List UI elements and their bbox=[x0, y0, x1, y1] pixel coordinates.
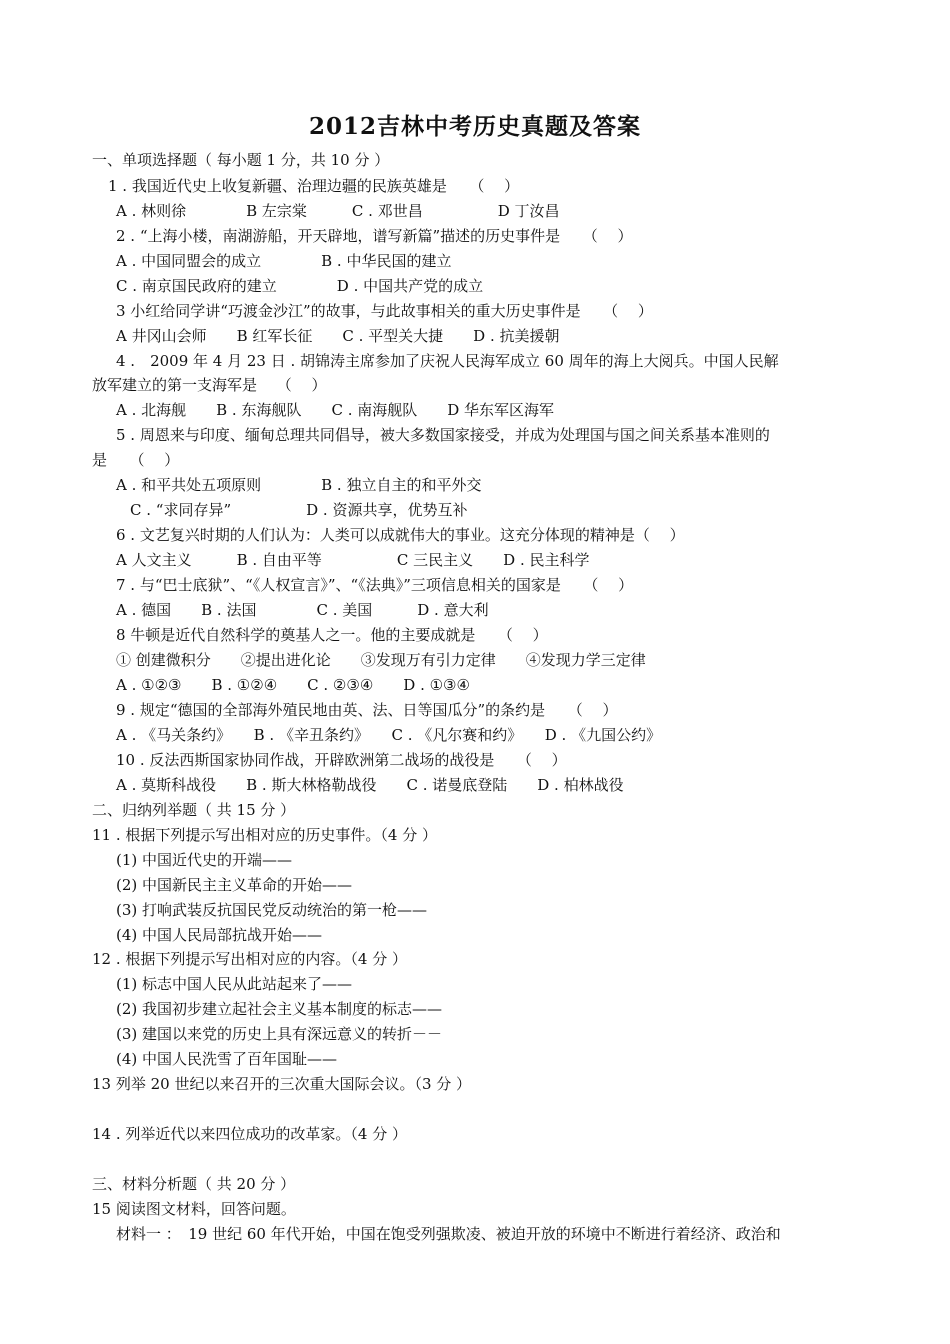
text-line: 4 . 2009 年 4 月 23 日 . 胡锦涛主席参加了庆祝人民海军成立 60 周年的海上大阅兵。中国人民解 bbox=[116, 352, 779, 370]
text-line: 2 . “上海小楼，南湖游船，开天辟地，谱写新篇”描述的历史事件是 （ ） bbox=[116, 227, 633, 245]
text-line: A . ①②③ B . ①②④ C . ②③④ D . ①③④ bbox=[116, 676, 470, 694]
text-line: (4) 中国人民洗雪了百年国耻—— bbox=[116, 1050, 338, 1068]
text-line: 9 . 规定“德国的全部海外殖民地由英、法、日等国瓜分”的条约是 （ ） bbox=[116, 701, 618, 719]
document-title: 2012吉林中考历史真题及答案 bbox=[308, 113, 641, 140]
text-line: ① 创建微积分 ②提出进化论 ③发现万有引力定律 ④发现力学三定律 bbox=[116, 651, 646, 669]
text-line: A . 和平共处五项原则 B . 独立自主的和平外交 bbox=[116, 476, 482, 494]
text-line: 3 小红给同学讲“巧渡金沙江”的故事，与此故事相关的重大历史事件是 （ ） bbox=[116, 302, 653, 320]
text-line: 放军建立的第一支海军是 （ ） bbox=[92, 376, 327, 394]
text-line: A . 《马关条约》 B . 《辛丑条约》 C . 《凡尔赛和约》 D . 《九国公约》 bbox=[116, 726, 662, 744]
text-line: (2) 我国初步建立起社会主义基本制度的标志—— bbox=[116, 1000, 443, 1018]
text-line: 材料一 ： 19 世纪 60 年代开始，中国在饱受列强欺凌、被迫开放的环境中不断进行着经济、政治和 bbox=[116, 1225, 781, 1243]
text-line: 二、归纳列举题（ 共 15 分 ） bbox=[92, 801, 296, 819]
text-line: 是 （ ） bbox=[92, 451, 180, 469]
text-line: (4) 中国人民局部抗战开始—— bbox=[116, 926, 323, 944]
text-line: 三、材料分析题（ 共 20 分 ） bbox=[92, 1175, 296, 1193]
text-line: 15 阅读图文材料，回答问题。 bbox=[92, 1200, 296, 1218]
text-line: 11 . 根据下列提示写出相对应的历史事件。（4 分 ） bbox=[92, 826, 437, 844]
text-line: 6 . 文艺复兴时期的人们认为：人类可以成就伟大的事业。这充分体现的精神是（ ） bbox=[116, 526, 685, 544]
text-line: C . 南京国民政府的建立 D . 中国共产党的成立 bbox=[116, 277, 484, 295]
text-line: A . 德国 B . 法国 C . 美国 D . 意大利 bbox=[116, 601, 489, 619]
text-line: 1 . 我国近代史上收复新疆、治理边疆的民族英雄是 （ ） bbox=[108, 177, 520, 195]
text-line: 14 . 列举近代以来四位成功的改革家。（4 分 ） bbox=[92, 1125, 407, 1143]
text-line: A . 中国同盟会的成立 B . 中华民国的建立 bbox=[116, 252, 452, 270]
text-line: (3) 建国以来党的历史上具有深远意义的转折－－ bbox=[116, 1025, 443, 1043]
text-line: A . 北海舰 B . 东海舰队 C . 南海舰队 D 华东军区海军 bbox=[116, 401, 555, 419]
text-line: 13 列举 20 世纪以来召开的三次重大国际会议。（3 分 ） bbox=[92, 1075, 472, 1093]
text-line: A 人文主义 B . 自由平等 C 三民主义 D . 民主科学 bbox=[116, 551, 590, 569]
text-line: A . 莫斯科战役 B . 斯大林格勒战役 C . 诺曼底登陆 D . 柏林战役 bbox=[116, 776, 624, 794]
text-line: 一、单项选择题（ 每小题 1 分，共 10 分 ） bbox=[92, 151, 390, 169]
text-line: 5 . 周恩来与印度、缅甸总理共同倡导，被大多数国家接受，并成为处理国与国之间关系基本准则的 bbox=[116, 426, 770, 444]
text-line: 12 . 根据下列提示写出相对应的内容。（4 分 ） bbox=[92, 950, 407, 968]
text-line: (1) 中国近代史的开端—— bbox=[116, 851, 293, 869]
text-line: C . “求同存异” D . 资源共享，优势互补 bbox=[130, 501, 468, 519]
text-line: (2) 中国新民主主义革命的开始—— bbox=[116, 876, 353, 894]
text-line: (3) 打响武装反抗国民党反动统治的第一枪—— bbox=[116, 901, 428, 919]
text-line: 10 . 反法西斯国家协同作战，开辟欧洲第二战场的战役是 （ ） bbox=[116, 751, 567, 769]
text-line: (1) 标志中国人民从此站起来了—— bbox=[116, 975, 353, 993]
text-line: 7 . 与“巴士底狱”、“《人权宣言》”、“《法典》”三项信息相关的国家是 （ ） bbox=[116, 576, 634, 594]
text-line: A 井冈山会师 B 红军长征 C . 平型关大捷 D . 抗美援朝 bbox=[116, 327, 560, 345]
text-line: A . 林则徐 B 左宗棠 C . 邓世昌 D 丁汝昌 bbox=[116, 202, 560, 220]
text-line: 8 牛顿是近代自然科学的奠基人之一。他的主要成就是 （ ） bbox=[116, 626, 548, 644]
